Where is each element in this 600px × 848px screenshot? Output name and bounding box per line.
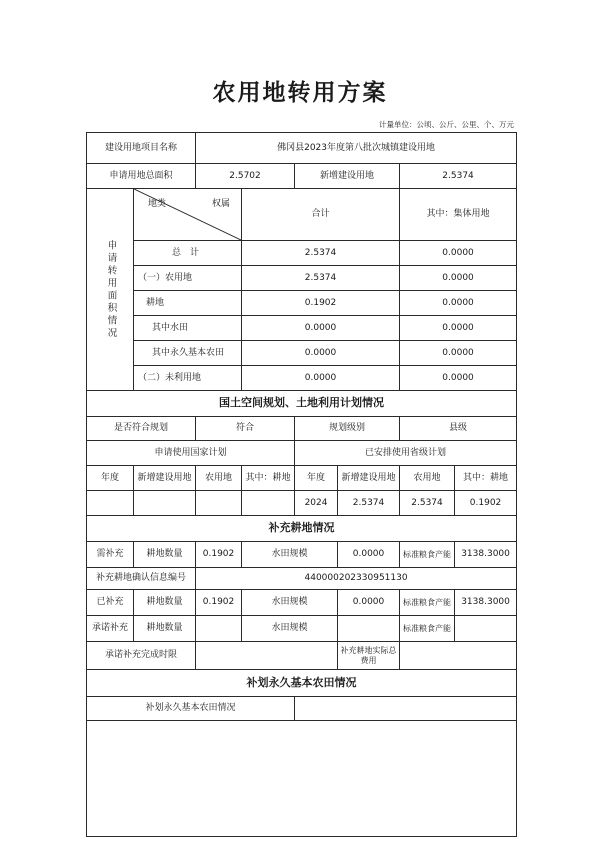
conform-value: 符合 [196, 417, 295, 441]
promise-grain-label: 标准粮食产能 [400, 616, 455, 642]
confirm-code-label: 补充耕地确认信息编号 [87, 568, 196, 590]
blank-area [87, 721, 517, 837]
row-total: 0.0000 [242, 341, 400, 366]
col-new-construction: 新增建设用地 [338, 466, 400, 491]
plan-columns-row [87, 466, 517, 491]
actual-cost-label: 补充耕地实际总费用 [338, 642, 400, 670]
national-plan-label: 申请使用国家计划 [87, 441, 295, 466]
units-note: 计量单位：公顷、公斤、公里、个、万元 [379, 120, 514, 129]
permanent-row [87, 697, 517, 721]
row-total: 0.0000 [242, 316, 400, 341]
blank-area-row [87, 721, 517, 837]
apply-header-row [87, 189, 517, 241]
need-grain-label: 标准粮食产能 [400, 542, 455, 568]
col-arable: 其中：耕地 [242, 466, 295, 491]
row-label: （一）农用地 [134, 266, 242, 291]
done-grain: 3138.3000 [455, 590, 517, 616]
provincial-farmland: 2.5374 [400, 491, 455, 516]
promise-supplement-row [87, 616, 517, 642]
table-row [87, 341, 517, 366]
done-grain-label: 标准粮食产能 [400, 590, 455, 616]
table-row [87, 266, 517, 291]
need-qty-label: 耕地数量 [134, 542, 196, 568]
deadline-value [196, 642, 338, 670]
table-row [87, 291, 517, 316]
row-total: 0.0000 [242, 366, 400, 391]
apply-area-label: 申请用地总面积 [87, 164, 196, 189]
provincial-new-construction: 2.5374 [338, 491, 400, 516]
project-name-value: 佛冈县2023年度第八批次城镇建设用地 [196, 133, 517, 164]
row-label: 总 计 [134, 241, 242, 266]
row-collective: 0.0000 [400, 366, 517, 391]
diagonal-line [134, 189, 241, 240]
new-construction-value: 2.5374 [400, 164, 517, 189]
planning-heading-row [87, 391, 517, 417]
page-title: 农用地转用方案 [212, 79, 388, 106]
row-label: 其中水田 [134, 316, 242, 341]
need-paddy-label: 水田规模 [242, 542, 338, 568]
plan-level-value: 县级 [400, 417, 517, 441]
ownership-label: 权属 [212, 199, 231, 209]
row-label: （二）未利用地 [134, 366, 242, 391]
done-qty-label: 耕地数量 [134, 590, 196, 616]
apply-area-value: 2.5702 [196, 164, 295, 189]
row-collective: 0.0000 [400, 291, 517, 316]
plan-values-row [87, 491, 517, 516]
col-year: 年度 [87, 466, 134, 491]
done-paddy: 0.0000 [338, 590, 400, 616]
promise-label: 承诺补充 [87, 616, 134, 642]
need-grain: 3138.3000 [455, 542, 517, 568]
row-label: 其中永久基本农田 [134, 341, 242, 366]
land-type-ownership-header [134, 189, 242, 241]
need-qty: 0.1902 [196, 542, 242, 568]
col-farmland: 农用地 [196, 466, 242, 491]
table-row [87, 316, 517, 341]
national-year [87, 491, 134, 516]
row-collective: 0.0000 [400, 266, 517, 291]
national-new-construction [134, 491, 196, 516]
national-farmland [196, 491, 242, 516]
confirm-code-row [87, 568, 517, 590]
permanent-label: 补划永久基本农田情况 [87, 697, 295, 721]
done-label: 已补充 [87, 590, 134, 616]
need-paddy: 0.0000 [338, 542, 400, 568]
done-paddy-label: 水田规模 [242, 590, 338, 616]
row-total: 2.5374 [242, 266, 400, 291]
project-name-label: 建设用地项目名称 [87, 133, 196, 164]
row-collective: 0.0000 [400, 316, 517, 341]
provincial-arable: 0.1902 [455, 491, 517, 516]
row-total: 0.1902 [242, 291, 400, 316]
provincial-year: 2024 [295, 491, 338, 516]
new-construction-label: 新增建设用地 [295, 164, 400, 189]
table-row [87, 241, 517, 266]
permanent-heading: 补划永久基本农田情况 [87, 670, 517, 697]
row-total: 2.5374 [242, 241, 400, 266]
collective-column-header: 其中：集体用地 [400, 189, 517, 241]
done-qty: 0.1902 [196, 590, 242, 616]
col-new-construction: 新增建设用地 [134, 466, 196, 491]
permanent-heading-row [87, 670, 517, 697]
promise-qty [196, 616, 242, 642]
promise-paddy-label: 水田规模 [242, 616, 338, 642]
permanent-value [295, 697, 517, 721]
apply-side-label-cell [87, 189, 134, 391]
supplement-heading: 补充耕地情况 [87, 516, 517, 542]
promise-paddy [338, 616, 400, 642]
table-row [87, 366, 517, 391]
national-arable [242, 491, 295, 516]
deadline-row [87, 642, 517, 670]
plan-level-label: 规划级别 [295, 417, 400, 441]
col-arable: 其中：耕地 [455, 466, 517, 491]
land-type-label: 地类 [148, 199, 167, 209]
project-row [87, 133, 517, 164]
plan-type-row [87, 441, 517, 466]
need-supplement-row [87, 542, 517, 568]
row-collective: 0.0000 [400, 241, 517, 266]
conversion-form-table [86, 132, 517, 837]
actual-cost-value [400, 642, 517, 670]
done-supplement-row [87, 590, 517, 616]
col-year: 年度 [295, 466, 338, 491]
totals-row [87, 164, 517, 189]
deadline-label: 承诺补充完成时限 [87, 642, 196, 670]
total-column-header: 合计 [242, 189, 400, 241]
confirm-code-value: 440000202330951130 [196, 568, 517, 590]
planning-conform-row [87, 417, 517, 441]
col-farmland: 农用地 [400, 466, 455, 491]
row-label: 耕地 [134, 291, 242, 316]
apply-side-label: 申请转用面积情况 [105, 239, 117, 340]
row-collective: 0.0000 [400, 341, 517, 366]
promise-qty-label: 耕地数量 [134, 616, 196, 642]
provincial-plan-label: 已安排使用省级计划 [295, 441, 517, 466]
promise-grain [455, 616, 517, 642]
planning-heading: 国土空间规划、土地利用计划情况 [87, 391, 517, 417]
conform-label: 是否符合规划 [87, 417, 196, 441]
supplement-heading-row [87, 516, 517, 542]
need-label: 需补充 [87, 542, 134, 568]
